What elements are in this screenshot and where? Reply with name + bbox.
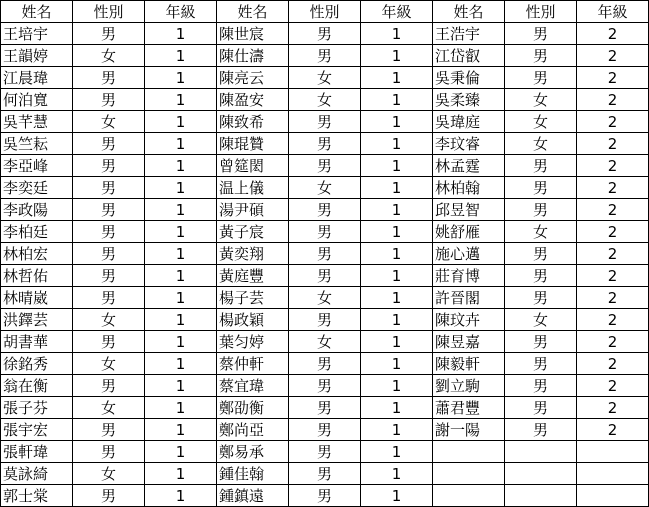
student-name: 鄭易承 <box>217 441 289 463</box>
student-grade: 1 <box>145 397 217 419</box>
student-gender: 男 <box>73 331 145 353</box>
student-name: 徐銘秀 <box>1 353 73 375</box>
student-name: 林柏翰 <box>433 177 505 199</box>
student-grade: 1 <box>361 331 433 353</box>
student-name: 蔡宜瑋 <box>217 375 289 397</box>
table-row <box>1 441 649 463</box>
student-gender: 男 <box>73 155 145 177</box>
student-gender: 男 <box>289 353 361 375</box>
student-grade: 1 <box>145 309 217 331</box>
student-name: 許晉閣 <box>433 287 505 309</box>
student-name: 王培宇 <box>1 23 73 45</box>
student-grade: 1 <box>145 177 217 199</box>
student-grade: 2 <box>577 133 649 155</box>
student-name: 陳仕濤 <box>217 45 289 67</box>
table-row <box>1 133 649 155</box>
student-gender: 女 <box>73 111 145 133</box>
student-grade: 1 <box>361 221 433 243</box>
table-row <box>1 23 649 45</box>
student-name: 陳昱嘉 <box>433 331 505 353</box>
header-grade: 年級 <box>577 1 649 23</box>
student-grade: 2 <box>577 397 649 419</box>
student-gender: 男 <box>505 265 577 287</box>
header-gender: 性別 <box>289 1 361 23</box>
empty-cell <box>433 463 505 485</box>
student-name: 何泊寬 <box>1 89 73 111</box>
table-row <box>1 199 649 221</box>
student-grade: 1 <box>145 463 217 485</box>
student-gender: 男 <box>505 331 577 353</box>
student-grade: 1 <box>145 353 217 375</box>
student-gender: 男 <box>289 309 361 331</box>
student-grade: 1 <box>361 463 433 485</box>
student-name: 鍾鎮遠 <box>217 485 289 507</box>
table-row <box>1 485 649 507</box>
student-name: 劉立駒 <box>433 375 505 397</box>
header-grade: 年級 <box>361 1 433 23</box>
student-name: 楊子芸 <box>217 287 289 309</box>
student-name: 邱昱智 <box>433 199 505 221</box>
roster-body <box>1 23 649 507</box>
student-grade: 2 <box>577 177 649 199</box>
student-name: 莫詠綺 <box>1 463 73 485</box>
student-gender: 女 <box>289 287 361 309</box>
student-gender: 女 <box>505 309 577 331</box>
student-gender: 男 <box>73 67 145 89</box>
student-gender: 男 <box>73 419 145 441</box>
student-gender: 男 <box>73 265 145 287</box>
header-name: 姓名 <box>217 1 289 23</box>
table-row <box>1 111 649 133</box>
student-grade: 2 <box>577 111 649 133</box>
student-grade: 1 <box>145 155 217 177</box>
student-gender: 男 <box>289 243 361 265</box>
student-grade: 1 <box>145 67 217 89</box>
table-row <box>1 397 649 419</box>
student-gender: 男 <box>289 463 361 485</box>
student-grade: 2 <box>577 331 649 353</box>
student-gender: 男 <box>289 155 361 177</box>
student-name: 湯尹碩 <box>217 199 289 221</box>
student-gender: 男 <box>289 199 361 221</box>
student-grade: 1 <box>361 155 433 177</box>
empty-cell <box>577 441 649 463</box>
student-grade: 2 <box>577 23 649 45</box>
student-grade: 2 <box>577 45 649 67</box>
student-name: 張宇宏 <box>1 419 73 441</box>
student-gender: 男 <box>289 133 361 155</box>
student-name: 李亞峰 <box>1 155 73 177</box>
header-gender: 性別 <box>73 1 145 23</box>
student-name: 王浩宇 <box>433 23 505 45</box>
student-gender: 女 <box>289 67 361 89</box>
student-grade: 1 <box>361 111 433 133</box>
student-gender: 男 <box>289 375 361 397</box>
student-grade: 2 <box>577 375 649 397</box>
student-name: 葉匀婷 <box>217 331 289 353</box>
student-name: 李奕廷 <box>1 177 73 199</box>
student-grade: 1 <box>361 397 433 419</box>
student-gender: 男 <box>505 375 577 397</box>
student-name: 陳琨贊 <box>217 133 289 155</box>
student-name: 謝一陽 <box>433 419 505 441</box>
student-grade: 1 <box>145 485 217 507</box>
student-name: 吳瑋庭 <box>433 111 505 133</box>
student-name: 李政陽 <box>1 199 73 221</box>
student-grade: 1 <box>361 199 433 221</box>
student-gender: 男 <box>505 419 577 441</box>
student-gender: 男 <box>505 397 577 419</box>
table-row <box>1 419 649 441</box>
student-gender: 女 <box>505 111 577 133</box>
student-gender: 女 <box>505 221 577 243</box>
student-gender: 男 <box>73 199 145 221</box>
student-grade: 1 <box>145 419 217 441</box>
student-grade: 1 <box>145 331 217 353</box>
student-name: 姚舒雁 <box>433 221 505 243</box>
empty-cell <box>577 463 649 485</box>
student-gender: 男 <box>73 23 145 45</box>
student-grade: 1 <box>361 243 433 265</box>
table-row <box>1 45 649 67</box>
student-gender: 男 <box>505 199 577 221</box>
header-name: 姓名 <box>433 1 505 23</box>
student-gender: 女 <box>505 89 577 111</box>
student-gender: 女 <box>73 463 145 485</box>
student-name: 陳世宸 <box>217 23 289 45</box>
student-gender: 男 <box>289 111 361 133</box>
student-name: 陳玟卉 <box>433 309 505 331</box>
header-name: 姓名 <box>1 1 73 23</box>
student-name: 蕭君豐 <box>433 397 505 419</box>
student-name: 陳盈安 <box>217 89 289 111</box>
student-name: 陳毅軒 <box>433 353 505 375</box>
student-grade: 1 <box>361 133 433 155</box>
student-gender: 男 <box>505 23 577 45</box>
student-gender: 女 <box>289 331 361 353</box>
student-grade: 2 <box>577 353 649 375</box>
student-name: 張軒瑋 <box>1 441 73 463</box>
table-row <box>1 287 649 309</box>
student-gender: 女 <box>289 177 361 199</box>
student-name: 林晴崴 <box>1 287 73 309</box>
student-name: 陳致希 <box>217 111 289 133</box>
student-grade: 1 <box>145 133 217 155</box>
student-grade: 1 <box>145 111 217 133</box>
student-name: 吳芊慧 <box>1 111 73 133</box>
header-row <box>1 1 649 23</box>
student-name: 鍾佳翰 <box>217 463 289 485</box>
student-gender: 女 <box>289 89 361 111</box>
student-grade: 2 <box>577 419 649 441</box>
student-gender: 女 <box>73 309 145 331</box>
student-grade: 1 <box>361 309 433 331</box>
student-grade: 1 <box>361 441 433 463</box>
student-grade: 1 <box>145 375 217 397</box>
student-name: 李柏廷 <box>1 221 73 243</box>
student-name: 江岱叡 <box>433 45 505 67</box>
table-row <box>1 353 649 375</box>
student-gender: 男 <box>73 133 145 155</box>
student-grade: 1 <box>361 375 433 397</box>
student-gender: 男 <box>289 441 361 463</box>
student-gender: 男 <box>505 243 577 265</box>
empty-cell <box>505 441 577 463</box>
student-gender: 男 <box>505 155 577 177</box>
table-row <box>1 331 649 353</box>
student-grade: 1 <box>145 441 217 463</box>
student-grade: 1 <box>145 265 217 287</box>
student-grade: 1 <box>145 199 217 221</box>
student-name: 黃庭豐 <box>217 265 289 287</box>
empty-cell <box>505 463 577 485</box>
student-grade: 1 <box>145 221 217 243</box>
table-row <box>1 221 649 243</box>
student-grade: 2 <box>577 287 649 309</box>
table-row <box>1 243 649 265</box>
student-name: 翁在衡 <box>1 375 73 397</box>
student-grade: 1 <box>361 353 433 375</box>
student-gender: 男 <box>289 397 361 419</box>
student-gender: 男 <box>73 89 145 111</box>
table-row <box>1 155 649 177</box>
student-name: 林柏宏 <box>1 243 73 265</box>
student-gender: 女 <box>73 397 145 419</box>
student-gender: 男 <box>73 177 145 199</box>
student-gender: 男 <box>505 353 577 375</box>
student-gender: 男 <box>73 243 145 265</box>
student-gender: 男 <box>289 45 361 67</box>
student-name: 王韻婷 <box>1 45 73 67</box>
student-gender: 男 <box>505 67 577 89</box>
student-grade: 1 <box>361 265 433 287</box>
student-gender: 女 <box>505 133 577 155</box>
student-grade: 2 <box>577 243 649 265</box>
student-name: 黃子宸 <box>217 221 289 243</box>
student-grade: 2 <box>577 155 649 177</box>
header-gender: 性別 <box>505 1 577 23</box>
student-grade: 2 <box>577 199 649 221</box>
empty-cell <box>433 441 505 463</box>
student-name: 陳亮云 <box>217 67 289 89</box>
student-gender: 男 <box>289 485 361 507</box>
student-gender: 男 <box>289 265 361 287</box>
table-row <box>1 375 649 397</box>
student-grade: 2 <box>577 265 649 287</box>
student-gender: 男 <box>505 177 577 199</box>
student-gender: 男 <box>73 221 145 243</box>
student-name: 吳柔臻 <box>433 89 505 111</box>
student-grade: 1 <box>361 177 433 199</box>
student-gender: 男 <box>73 287 145 309</box>
table-row <box>1 265 649 287</box>
student-grade: 1 <box>145 287 217 309</box>
student-name: 洪鐸芸 <box>1 309 73 331</box>
student-grade: 1 <box>361 23 433 45</box>
student-name: 吳秉倫 <box>433 67 505 89</box>
student-name: 鄭劭衡 <box>217 397 289 419</box>
student-name: 温上儀 <box>217 177 289 199</box>
student-gender: 男 <box>505 45 577 67</box>
student-grade: 2 <box>577 67 649 89</box>
table-row <box>1 89 649 111</box>
student-name: 吳竺耘 <box>1 133 73 155</box>
student-grade: 1 <box>145 45 217 67</box>
student-gender: 女 <box>73 45 145 67</box>
student-grade: 1 <box>145 89 217 111</box>
student-gender: 男 <box>289 23 361 45</box>
student-name: 曾筵閎 <box>217 155 289 177</box>
student-name: 張子芬 <box>1 397 73 419</box>
empty-cell <box>577 485 649 507</box>
student-name: 鄭尚亞 <box>217 419 289 441</box>
student-name: 林哲佑 <box>1 265 73 287</box>
student-gender: 男 <box>73 375 145 397</box>
student-name: 莊育博 <box>433 265 505 287</box>
student-grade: 1 <box>361 485 433 507</box>
student-name: 李玟睿 <box>433 133 505 155</box>
table-row <box>1 67 649 89</box>
student-gender: 男 <box>289 419 361 441</box>
student-grade: 1 <box>145 243 217 265</box>
student-grade: 1 <box>361 287 433 309</box>
student-name: 胡書華 <box>1 331 73 353</box>
table-row <box>1 177 649 199</box>
student-grade: 2 <box>577 89 649 111</box>
empty-cell <box>433 485 505 507</box>
student-grade: 1 <box>361 45 433 67</box>
student-gender: 男 <box>289 221 361 243</box>
student-gender: 男 <box>505 287 577 309</box>
student-grade: 2 <box>577 309 649 331</box>
student-gender: 女 <box>73 353 145 375</box>
student-name: 黃奕翔 <box>217 243 289 265</box>
student-gender: 男 <box>73 485 145 507</box>
student-grade: 1 <box>361 67 433 89</box>
student-grade: 1 <box>361 89 433 111</box>
student-name: 郭士棠 <box>1 485 73 507</box>
empty-cell <box>505 485 577 507</box>
student-name: 楊政穎 <box>217 309 289 331</box>
student-grade: 1 <box>145 23 217 45</box>
student-name: 江晨瑋 <box>1 67 73 89</box>
table-row <box>1 309 649 331</box>
student-grade: 2 <box>577 221 649 243</box>
student-grade: 1 <box>361 419 433 441</box>
student-gender: 男 <box>73 441 145 463</box>
table-row <box>1 463 649 485</box>
student-name: 林孟霆 <box>433 155 505 177</box>
student-name: 施心邁 <box>433 243 505 265</box>
header-grade: 年級 <box>145 1 217 23</box>
student-name: 蔡仲軒 <box>217 353 289 375</box>
